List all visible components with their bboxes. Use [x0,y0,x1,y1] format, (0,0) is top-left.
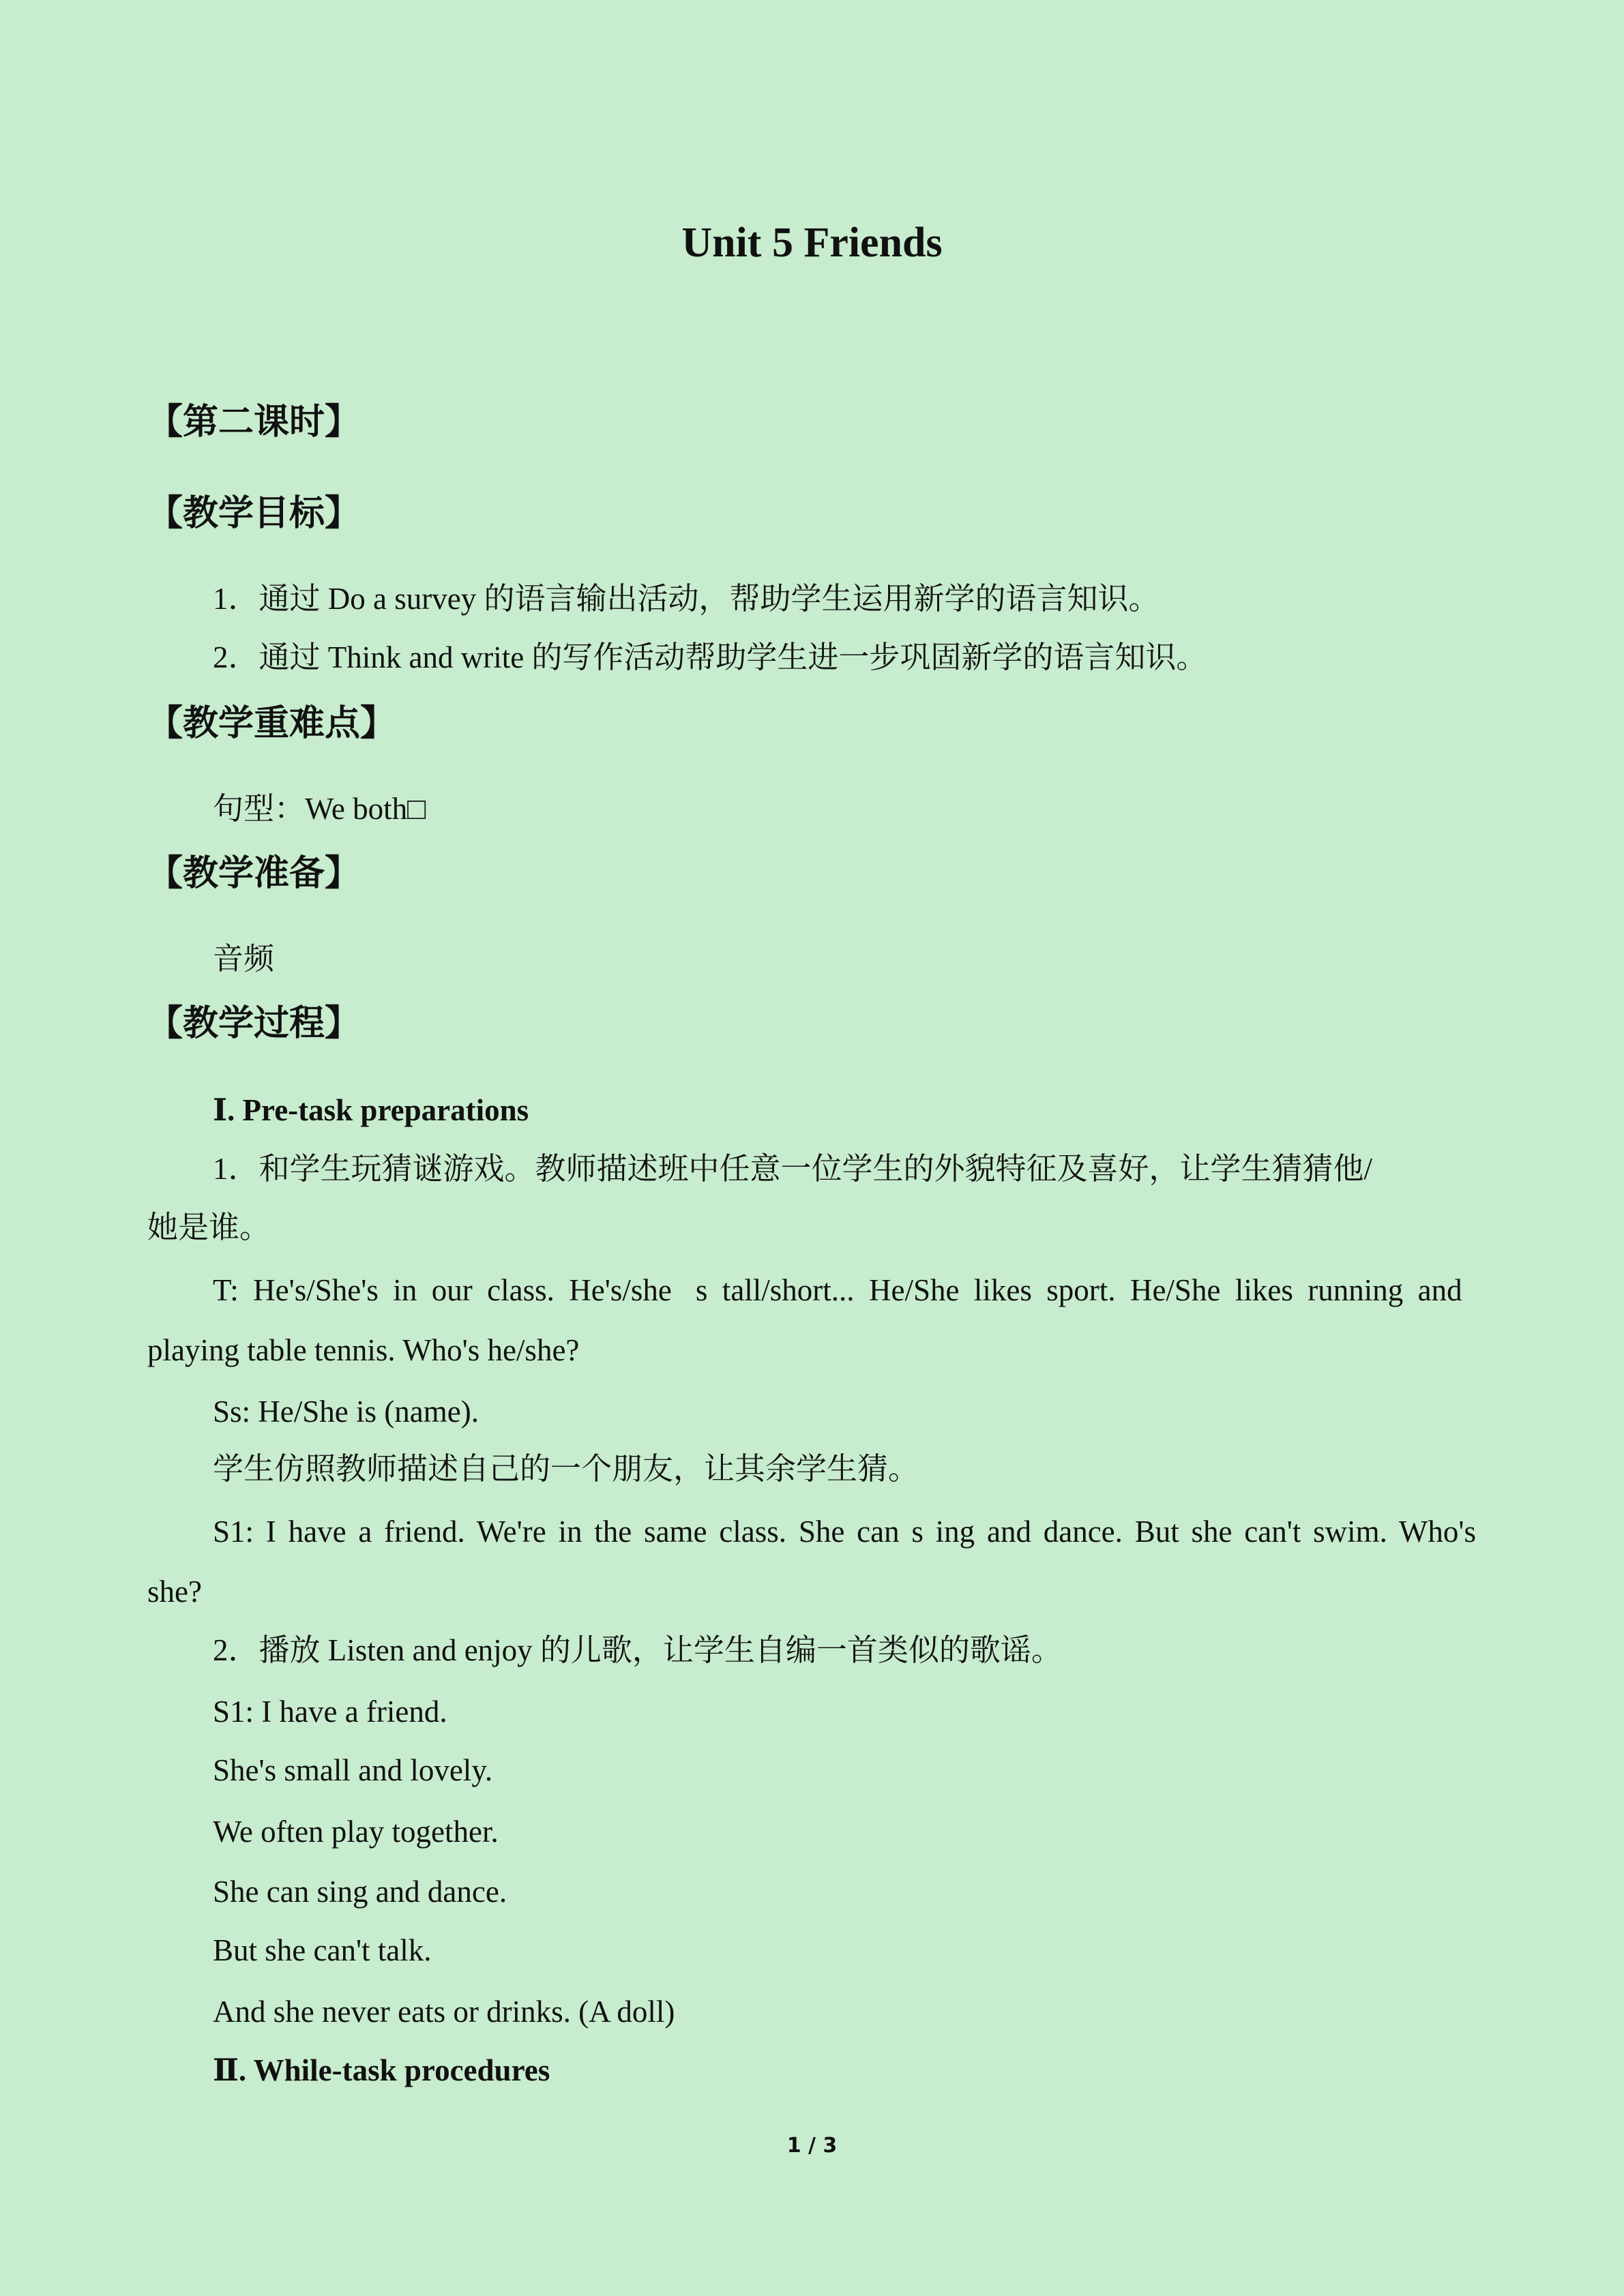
song-line: And she never eats or drinks. (A doll) [213,1995,675,2029]
objective-item: 1．通过 Do a survey 的语言输出活动，帮助学生运用新学的语言知识。 [213,582,1160,616]
song-line: We often play together. [213,1815,499,1849]
song-line: S1: I have a friend. [213,1695,447,1729]
student-description: 学生仿照教师描述自己的一个朋友，让其余学生猜。 [213,1452,919,1486]
paragraph-line: 1．和学生玩猜谜游戏。教师描述班中任意一位学生的外貌特征及喜好，让学生猜猜他/ [213,1152,1373,1186]
paragraph-line: 2．播放 Listen and enjoy 的儿歌，让学生自编一首类似的歌谣。 [213,1633,1062,1667]
heading-objectives: 【教学目标】 [147,493,361,534]
student-line: S1: I have a friend. We're in the same class. She can s ing and dance. But she can't swim. Who's [213,1515,1476,1549]
page-number: 1 / 3 [786,2134,838,2158]
document-title: Unit 5 Friends [681,220,943,266]
paragraph-line: 她是谁。 [147,1210,271,1244]
key-points-text: 句型：We both□ [213,792,426,826]
song-line: She's small and lovely. [213,1753,493,1787]
section-title: Ⅰ. Pre-task preparations [213,1093,529,1127]
student-line: she? [147,1575,202,1609]
students-line: Ss: He/She is (name). [213,1395,479,1429]
teacher-line: playing table tennis. Who's he/she? [147,1333,580,1367]
section-title: Ⅱ. While-task procedures [213,2053,550,2087]
heading-lesson: 【第二课时】 [147,402,361,443]
song-line: But she can't talk. [213,1933,432,1967]
heading-key-points: 【教学重难点】 [147,703,396,744]
heading-process: 【教学过程】 [147,1003,361,1044]
objective-item: 2．通过 Think and write 的写作活动帮助学生进一步巩固新学的语言知识。 [213,640,1207,674]
song-line: She can sing and dance. [213,1875,507,1909]
preparation-text: 音频 [213,942,275,976]
heading-preparation: 【教学准备】 [147,853,361,894]
teacher-line: T: He's/She's in our class. He's/she⃞s tall/short... He/She likes sport. He/She likes running and [213,1273,1462,1307]
